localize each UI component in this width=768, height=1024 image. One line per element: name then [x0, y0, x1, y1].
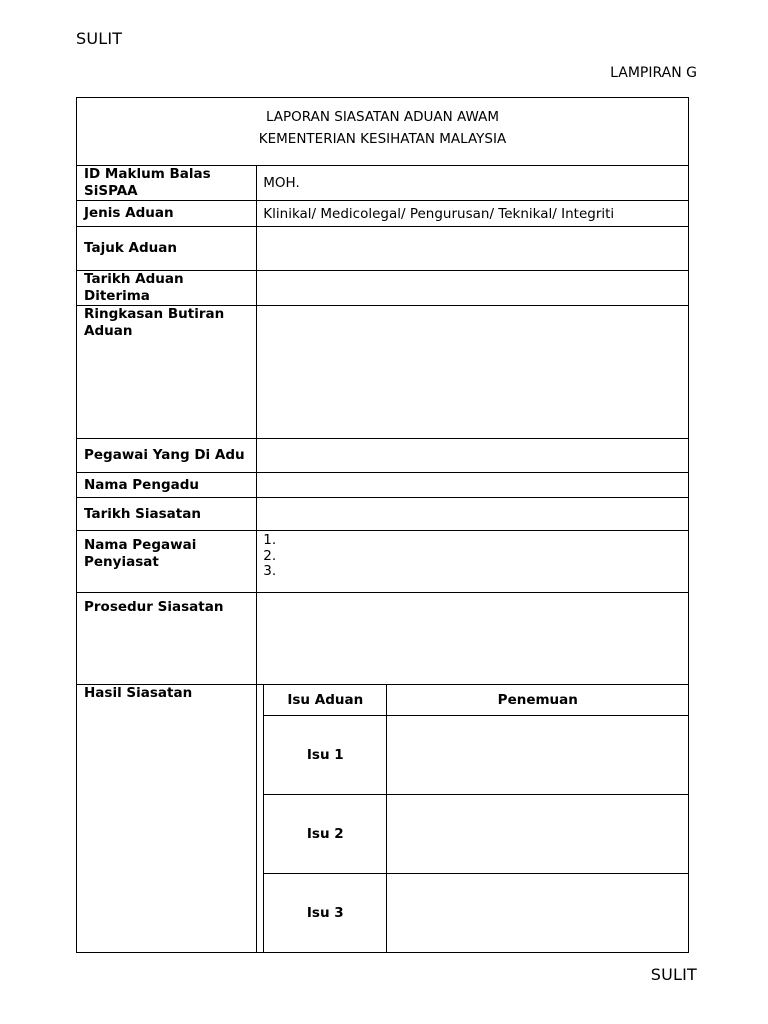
jenis-value-cell[interactable]	[257, 201, 689, 227]
tajuk-label-cell	[77, 227, 257, 271]
isu-aduan-header: Isu Aduan	[264, 685, 387, 716]
tarikh-siasatan-label-cell	[77, 498, 257, 531]
tarikh-label: Tarikh Aduan Diterima	[84, 271, 184, 304]
hasil-findings-table	[263, 684, 689, 953]
penemuan-2-cell[interactable]	[387, 795, 689, 874]
penyiasat-label: Nama Pegawai Penyiasat	[84, 537, 197, 570]
pengadu-label-cell	[77, 473, 257, 498]
tarikh-value-cell[interactable]	[257, 271, 689, 306]
prosedur-label: Prosedur Siasatan	[84, 599, 224, 615]
isu-2-cell: Isu 2	[264, 795, 387, 874]
ringkasan-value-cell[interactable]	[257, 306, 689, 439]
jenis-value: Klinikal/ Medicolegal/ Pengurusan/ Teknikal/ Integriti	[263, 205, 615, 222]
penyiasat-value-cell[interactable]	[257, 531, 689, 593]
pengadu-label: Nama Pengadu	[84, 476, 199, 493]
pegawai-value-cell[interactable]	[257, 439, 689, 473]
penyiasat-list	[257, 531, 688, 580]
header-classification: SULIT	[76, 29, 123, 48]
penemuan-header: Penemuan	[387, 685, 689, 716]
form-title	[77, 98, 689, 166]
prosedur-label-cell	[77, 593, 257, 685]
tajuk-value-cell[interactable]	[257, 227, 689, 271]
hasil-label: Hasil Siasatan	[84, 685, 193, 701]
form-title-line2: KEMENTERIAN KESIHATAN MALAYSIA	[258, 131, 507, 147]
pegawai-label-cell	[77, 439, 257, 473]
id-label-cell	[77, 166, 257, 201]
pengadu-value-cell[interactable]	[257, 473, 689, 498]
complaint-investigation-form	[76, 97, 689, 953]
tarikh-siasatan-value-cell[interactable]	[257, 498, 689, 531]
ringkasan-label-cell	[77, 306, 257, 439]
penyiasat-item-2: 2.	[263, 547, 277, 564]
jenis-label-cell	[77, 201, 257, 227]
jenis-label: Jenis Aduan	[84, 205, 174, 221]
penemuan-1-cell[interactable]	[387, 716, 689, 795]
hasil-inner-wrap	[257, 685, 688, 952]
isu-1-cell: Isu 1	[264, 716, 387, 795]
ringkasan-label: Ringkasan Butiran Aduan	[84, 306, 225, 339]
tajuk-label: Tajuk Aduan	[84, 240, 177, 256]
hasil-value-cell	[257, 685, 689, 953]
footer-classification: SULIT	[650, 965, 697, 984]
hasil-label-cell	[77, 685, 257, 953]
isu-3-cell: Isu 3	[264, 874, 387, 953]
tarikh-siasatan-label: Tarikh Siasatan	[84, 505, 201, 522]
prosedur-value-cell[interactable]	[257, 593, 689, 685]
pegawai-label: Pegawai Yang Di Adu	[84, 447, 245, 463]
penyiasat-label-cell	[77, 531, 257, 593]
id-value-cell[interactable]	[257, 166, 689, 201]
id-label: ID Maklum Balas SiSPAA	[84, 166, 211, 199]
penemuan-3-cell[interactable]	[387, 874, 689, 953]
form-title-line1: LAPORAN SIASATAN ADUAN AWAM	[265, 109, 500, 125]
tarikh-label-cell	[77, 271, 257, 306]
penyiasat-item-1: 1.	[263, 532, 277, 548]
appendix-label: LAMPIRAN G	[610, 65, 697, 81]
id-value: MOH.	[263, 175, 300, 191]
penyiasat-item-3: 3.	[263, 563, 277, 579]
